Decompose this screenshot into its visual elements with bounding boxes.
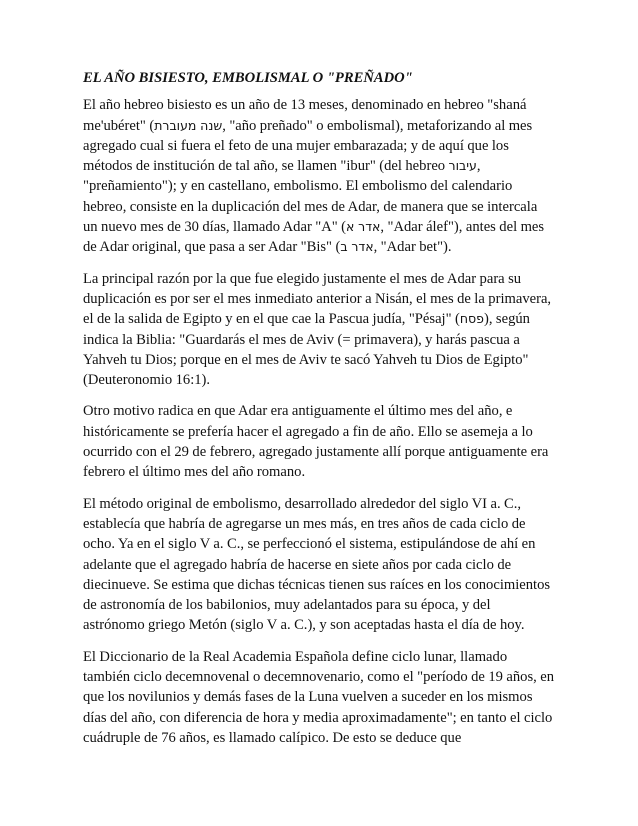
paragraph-4 (83, 494, 555, 636)
text-segment: , "Adar álef"), antes del mes de Adar original, que pasa a ser Adar "Bis" ( (83, 219, 545, 256)
paragraph-3 (83, 401, 555, 482)
hebrew-term: שנה מעוברת (154, 117, 223, 133)
document-body (83, 68, 555, 759)
text-segment: El año hebreo bisiesto es un año de 13 meses, denominado en hebreo "shaná me'ubéret" ( (83, 97, 527, 134)
text-segment: , "preñamiento"); y en castellano, embolismo. El embolismo del calendario hebreo, consiste en la duplicación del mes de Adar, de manera que se intercala un nuevo mes de 30 días, llamado Adar "A" ( (83, 158, 538, 236)
hebrew-term: אדר א (346, 219, 381, 235)
paragraph-5 (83, 647, 555, 748)
hebrew-term: אדר ב (340, 239, 374, 255)
hebrew-term: פסח (459, 311, 484, 327)
text-segment: La principal razón por la que fue elegido justamente el mes de Adar para su duplicación es por ser el mes inmediato anterior a Nisán, el mes de la primavera, el de la salida de Egipto y en el que cae la Pascua judía, "Pésaj" ( (83, 270, 552, 328)
text-segment: , "año preñado" o embolismal), metaforizando al mes agregado cual si fuera el feto de una mujer embarazada; y de aquí que los métodos de institución de tal año, se llamen "ibur" (del hebreo (83, 117, 533, 175)
text-segment: El método original de embolismo, desarrollado alrededor del siglo VI a. C., establecía que habría de agregarse un mes más, en tres años de cada ciclo de ocho. Ya en el siglo V a. C., se perfeccionó el sistema, estipulándose de ahí en adelante que el agregado habría de hacerse en siete años por cada ciclo de diecinueve. Se estima que dichas técnicas tienen sus raíces en los conocimientos de astronomía de los babilonios, muy adelantados para su época, y del astrónomo griego Metón (siglo V a. C.), y son aceptadas hasta el día de hoy. (83, 495, 551, 634)
paragraph-2 (83, 269, 555, 391)
text-segment: El Diccionario de la Real Academia Española define ciclo lunar, llamado también ciclo decemnovenal o decemnovenario, como el "período de 19 años, en que los novilunios y demás fases de la Luna vuelven a suceder en los mismos días del año, con diferencia de hora y media aproximadamente"; en tanto el ciclo cuádruple de 76 años, es llamado calípico. De esto se deduce que (83, 648, 554, 746)
text-segment: , "Adar bet"). (373, 239, 452, 256)
text-segment: ), según indica la Biblia: "Guardarás el mes de Aviv (= primavera), y harás pascua a Yahveh tu Dios; porque en el mes de Aviv te sacó Yahveh tu Dios de Egipto" (Deuteronomio 16:1). (83, 311, 530, 389)
text-segment: Otro motivo radica en que Adar era antiguamente el último mes del año, e históricamente se prefería hacer el agregado a fin de año. Ello se asemeja a lo ocurrido con el 29 de febrero, agregado justamente allí porque antiguamente era febrero el último mes del año romano. (83, 403, 549, 481)
document-title: EL AÑO BISIESTO, EMBOLISMAL O "PREÑADO" (83, 70, 413, 86)
paragraph-1 (83, 95, 555, 257)
hebrew-term: עיבור (448, 158, 477, 174)
